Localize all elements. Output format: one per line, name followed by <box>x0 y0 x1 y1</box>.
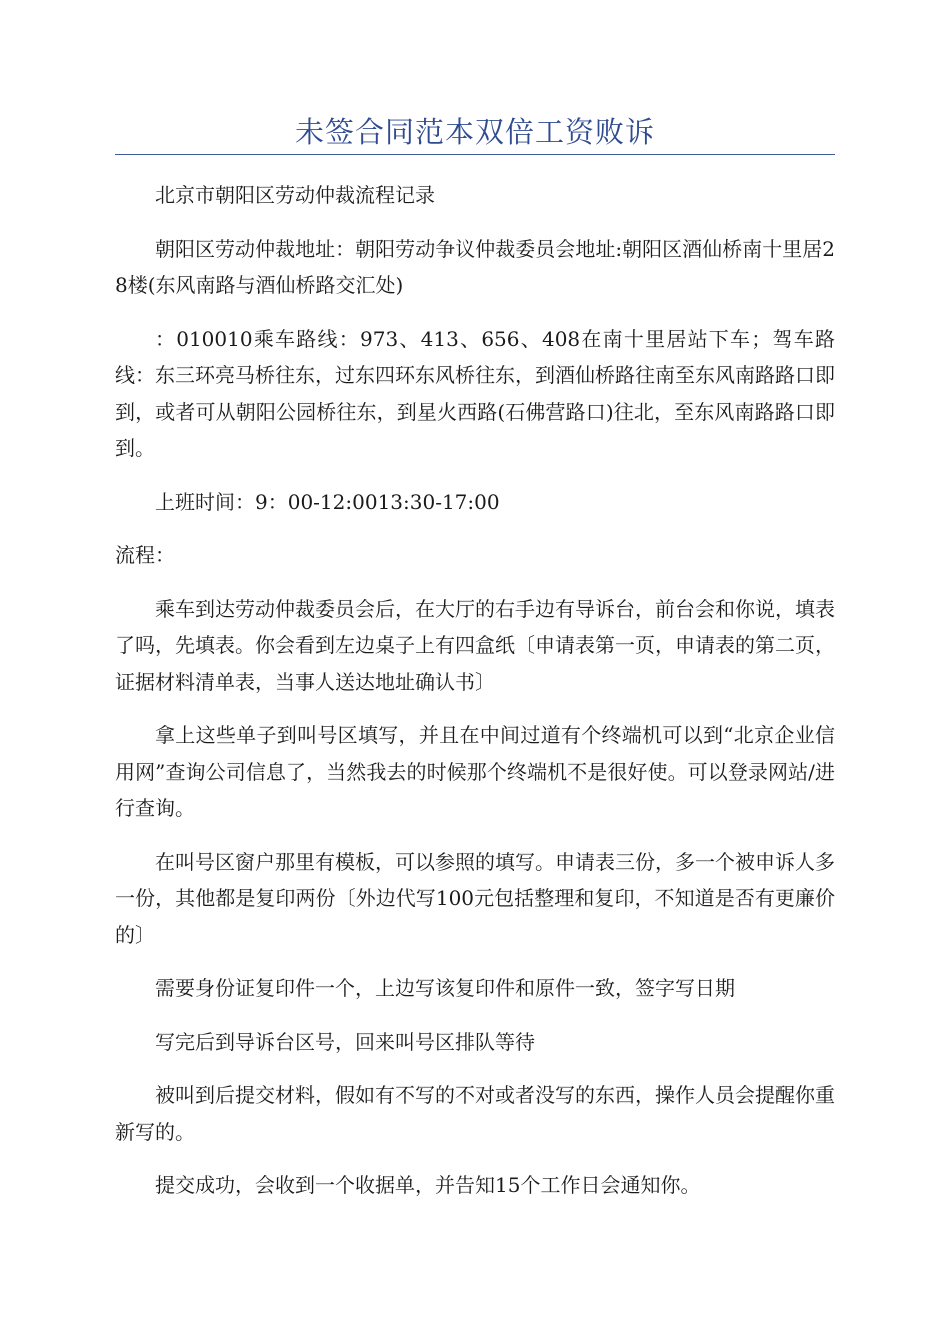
title-underline <box>115 154 835 155</box>
paragraph-step-fill-forms: 拿上这些单子到叫号区填写，并且在中间过道有个终端机可以到“北京企业信用网”查询公司信息了，当然我去的时候那个终端机不是很好使。可以登录网站/进行查询。 <box>115 723 835 820</box>
document-title: 未签合同范本双倍工资败诉 <box>294 115 655 149</box>
paragraph-office-hours: 上班时间：9：00-12:0013:30-17:00 <box>155 489 500 514</box>
paragraph-step-receipt: 提交成功，会收到一个收据单，并告知15个工作日会通知你。 <box>155 1173 701 1197</box>
paragraph-process-label: 流程： <box>115 543 175 567</box>
paragraph-route: ：010010乘车路线：973、413、656、408在南十里居站下车；驾车路线：东三环亮马桥往东，过东四环东风桥往东，到酒仙桥路往南至东风南路路口即到，或者可从朝阳公园桥往东，到星火西路(石佛营路口)往北，至东风南路路口即到。 <box>115 326 835 460</box>
paragraph-step-id-copy: 需要身份证复印件一个，上边写该复印件和原件一致，签字写日期 <box>155 976 735 1000</box>
paragraph-step-submit: 被叫到后提交材料，假如有不写的不对或者没写的东西，操作人员会提醒你重新写的。 <box>115 1083 835 1144</box>
document-body <box>115 177 835 1221</box>
paragraph-step-queue: 写完后到导诉台区号，回来叫号区排队等待 <box>155 1029 535 1054</box>
paragraph-step-template: 在叫号区窗户那里有模板，可以参照的填写。申请表三份，多一个被申诉人多一份，其他都是复印两份〔外边代写100元包括整理和复印，不知道是否有更廉价的〕 <box>115 849 835 947</box>
paragraph-address: 朝阳区劳动仲裁地址：朝阳劳动争议仲裁委员会地址:朝阳区酒仙桥南十里居28楼(东风南路与酒仙桥路交汇处) <box>115 236 835 297</box>
paragraph-heading: 北京市朝阳区劳动仲裁流程记录 <box>155 183 435 207</box>
paragraph-step-arrival: 乘车到达劳动仲裁委员会后，在大厅的右手边有导诉台，前台会和你说，填表了吗，先填表。你会看到左边桌子上有四盒纸〔申请表第一页，申请表的第二页，证据材料清单表，当事人送达地址确认书〕 <box>115 596 835 694</box>
